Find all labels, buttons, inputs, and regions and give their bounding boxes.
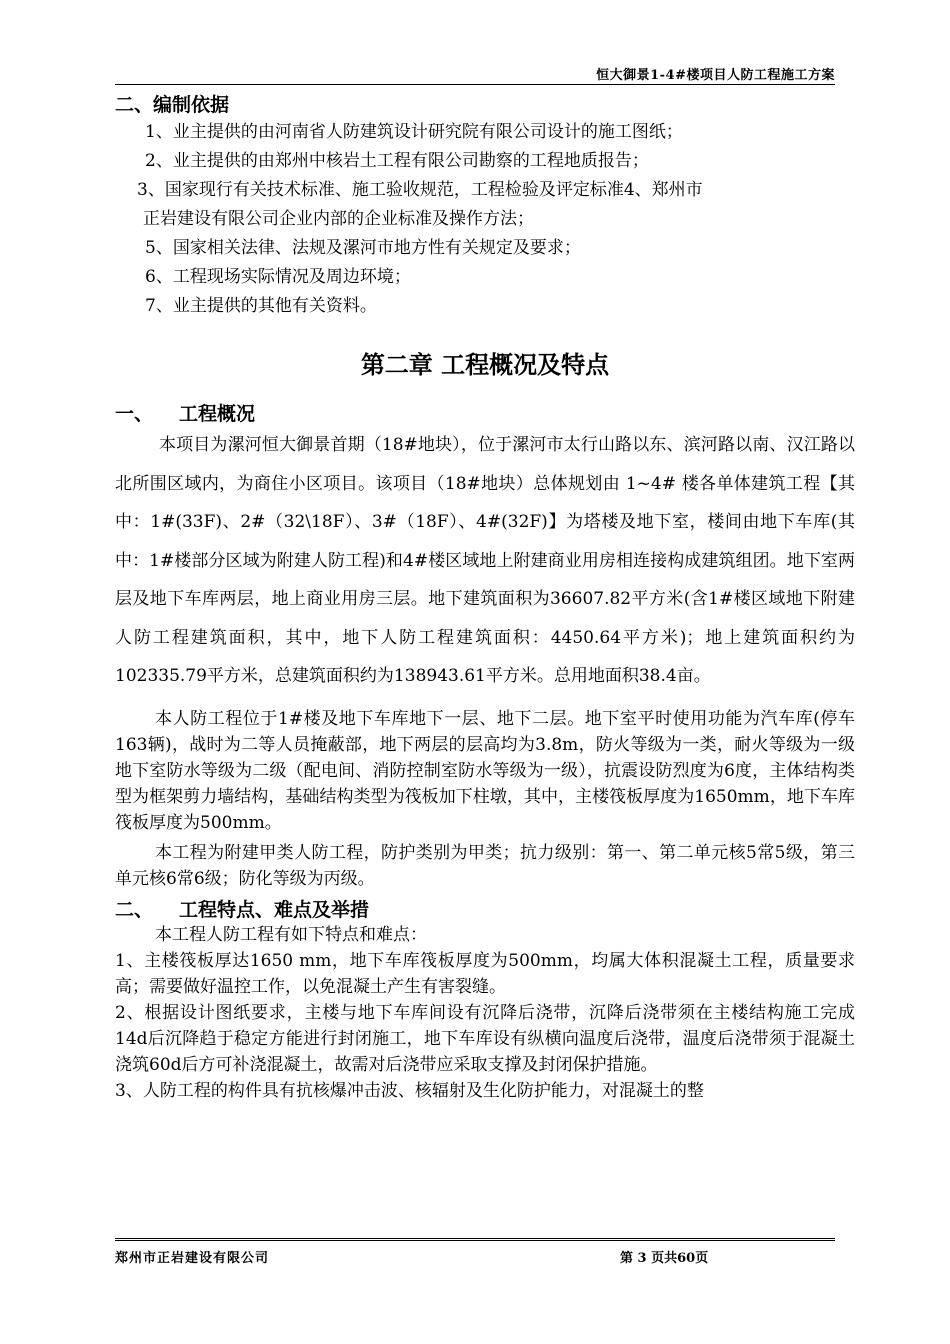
feature-item: 2、根据设计图纸要求，主楼与地下车库间设有沉降后浇带，沉降后浇带须在主楼结构施工完成14d后沉降趋于稳定方能进行封闭施工，地下车库设有纵横向温度后浇带，温度后浇带须于混凝土浇筑60d后方可补浇混凝土，故需对后浇带应采取支撑及封闭保护措施。 bbox=[115, 1002, 855, 1075]
list-item-line: 3、国家现行有关技术标准、施工验收规范，工程检验及评定标准4、郑州市 bbox=[137, 180, 703, 200]
footer-company: 郑州市正岩建设有限公司 bbox=[115, 1251, 270, 1266]
overview-paragraph: 本人防工程位于1#楼及地下车库地下一层、地下二层。地下室平时使用功能为汽车库(停车163辆)，战时为二等人员掩蔽部，地下两层的层高均为3.8m，防火等级为一类，耐火等级为一级地下室防水等级为二级（配电间、消防控制室防水等级为一级），抗震设防烈度为6度，主体结构类型为框架剪力墙结构，基础结构类型为筏板加下柱墩，其中，主楼筏板厚度为1650mm，地下车库筏板厚度为500mm。 bbox=[115, 708, 855, 833]
features-intro: 本工程人防工程有如下特点和难点： bbox=[155, 924, 427, 945]
overview-paragraph: 本项目为漯河恒大御景首期（18#地块），位于漯河市太行山路以东、滨河路以南、汉江路以北所围区域内，为商住小区项目。该项目（18#地块）总体规划由 1~4# 楼各单体建筑工程【其中：1#(33F)、2#（32\18F）、3#（18F）、4#(32F)】为塔楼及地下室，楼间由地下车库(其中：1#楼部分区域为附建人防工程)和4#楼区域地上附建商业用房相连接构成建筑组团。地下室两层及地下车库两层，地上商业用房三层。地下建筑面积为36607.82平方米(含1#楼区域地下附建人防工程建筑面积，其中，地下人防工程建筑面积：4450.64平方米)；地上建筑面积约为102335.79平方米，总建筑面积约为138943.61平方米。总用地面积38.4亩。 bbox=[115, 435, 855, 686]
page-footer bbox=[115, 1238, 835, 1265]
heading-text: 工程概况 bbox=[179, 403, 256, 425]
list-item-line: 正岩建设有限公司企业内部的企业标准及操作方法； bbox=[143, 209, 534, 229]
basis-list bbox=[115, 118, 855, 321]
heading-number: 一、 bbox=[115, 403, 154, 425]
overview-paragraph: 本工程为附建甲类人防工程，防护类别为甲类；抗力级别：第一、第二单元核5常5级，第三单元核6常6级；防化等级为丙级。 bbox=[115, 842, 855, 889]
chapter-title: 第二章 工程概况及特点 bbox=[360, 351, 610, 379]
page-number: 第 3 页共60页 bbox=[620, 1251, 709, 1266]
list-item bbox=[115, 176, 855, 234]
basis-heading: 二、编制依据 bbox=[115, 94, 230, 116]
list-item: 6、工程现场实际情况及周边环境； bbox=[145, 267, 411, 287]
page-content bbox=[115, 92, 855, 1104]
heading-number: 二、 bbox=[115, 898, 154, 921]
list-item: 1、业主提供的由河南省人防建筑设计研究院有限公司设计的施工图纸； bbox=[145, 122, 683, 142]
features-heading bbox=[115, 898, 855, 922]
list-item: 2、业主提供的由郑州中核岩土工程有限公司勘察的工程地质报告； bbox=[145, 151, 649, 171]
overview-heading bbox=[115, 402, 855, 426]
list-item: 7、业主提供的其他有关资料。 bbox=[145, 296, 377, 316]
feature-item: 1、主楼筏板厚达1650 mm，地下车库筏板厚度为500mm，均属大体积混凝土工程，质量要求高；需要做好温控工作，以免混凝土产生有害裂缝。 bbox=[115, 950, 855, 997]
heading-text: 工程特点、难点及举措 bbox=[179, 898, 370, 921]
page-header bbox=[115, 62, 835, 85]
document-title: 恒大御景1-4#楼项目人防工程施工方案 bbox=[596, 68, 835, 83]
feature-item: 3、人防工程的构件具有抗核爆冲击波、核辐射及生化防护能力，对混凝土的整 bbox=[115, 1080, 704, 1101]
list-item: 5、国家相关法律、法规及漯河市地方性有关规定及要求； bbox=[145, 238, 581, 258]
